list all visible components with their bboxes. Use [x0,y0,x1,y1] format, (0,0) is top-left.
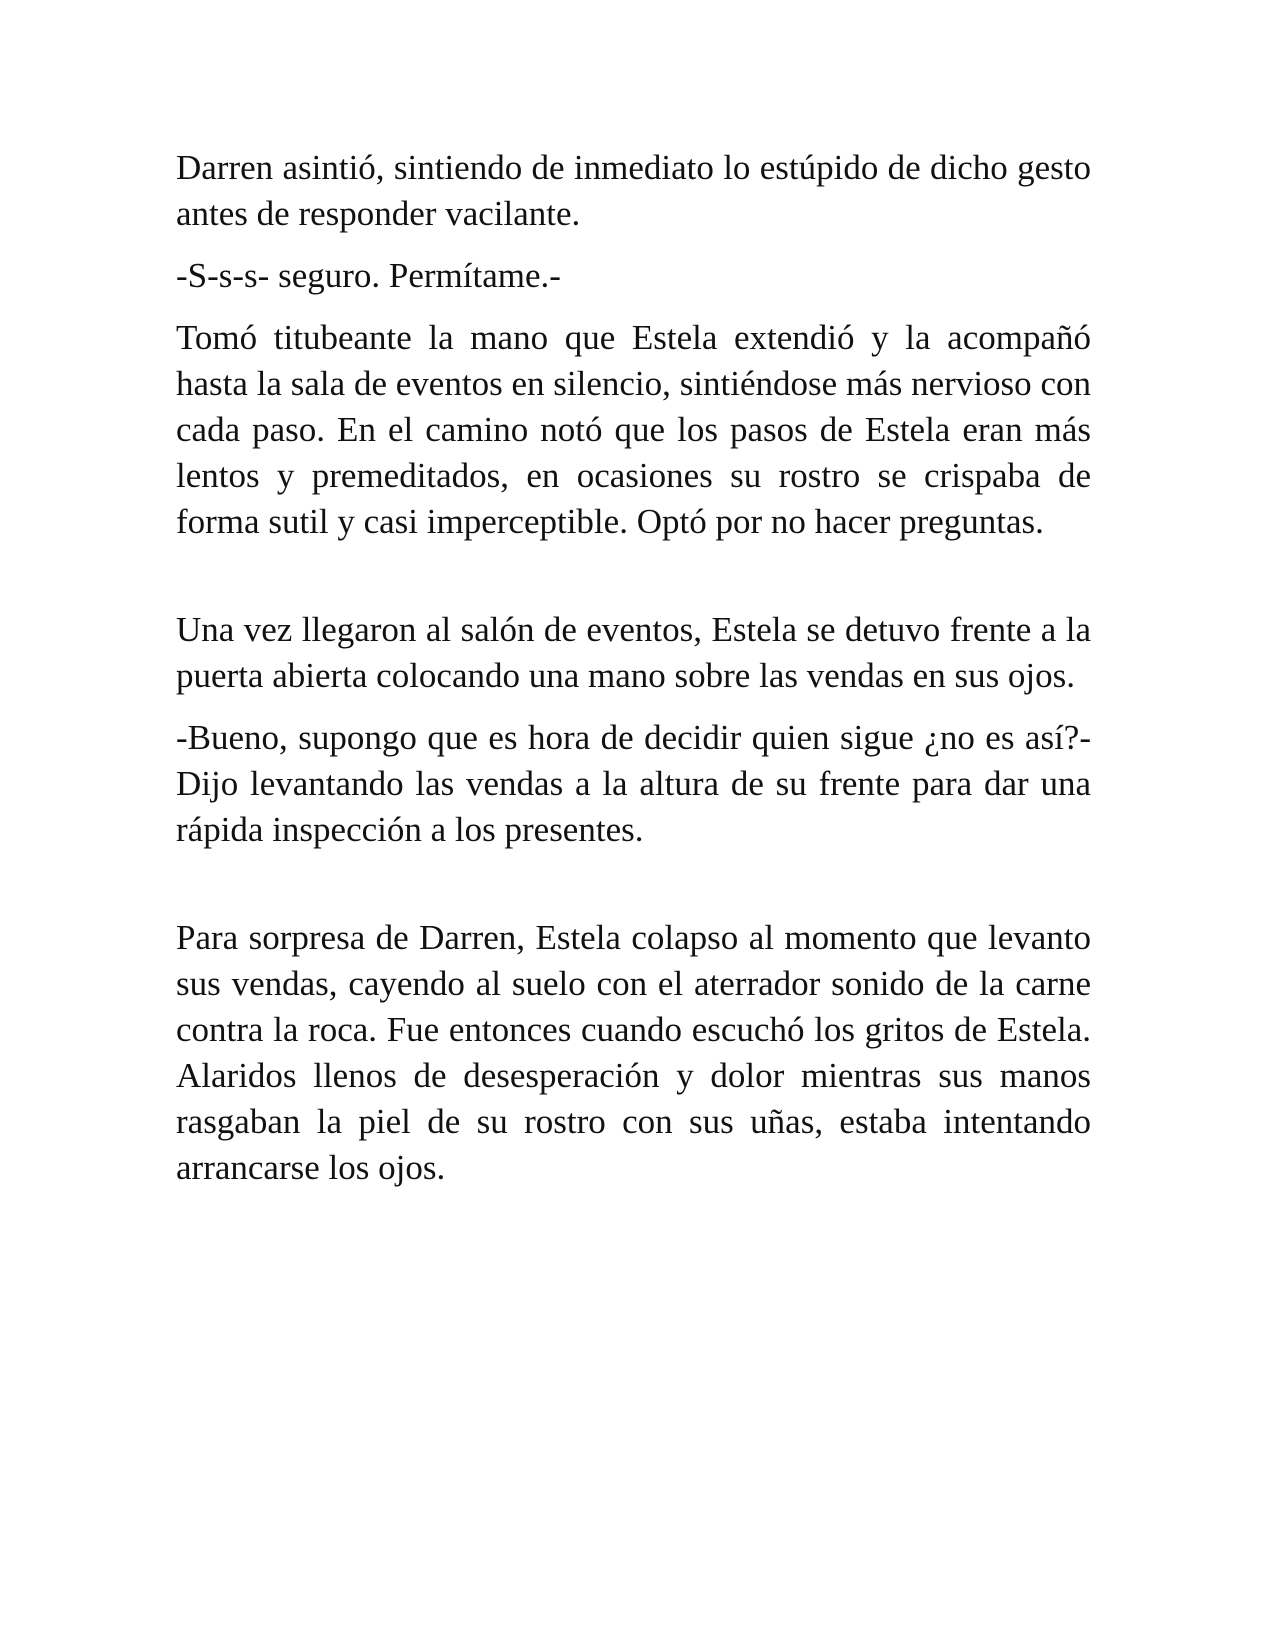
paragraph-6: Para sorpresa de Darren, Estela colapso al momento que levanto sus vendas, cayendo al suelo con el aterrador sonido de la carne contra la roca. Fue entonces cuando escuchó los gritos de Estela. Alaridos llenos de desesperación y dolor mientras sus manos rasgaban la piel de su rostro con sus uñas, estaba intentando arrancarse los ojos. [176,918,1091,1187]
paragraph-3: Tomó titubeante la mano que Estela extendió y la acompañó hasta la sala de eventos en silencio, sintiéndose más nervioso con cada paso. En el camino notó que los pasos de Estela eran más lentos y premeditados, en ocasiones su rostro se crispaba de forma sutil y casi imperceptible. Optó por no hacer preguntas. [176,318,1091,541]
body-text [176,145,1091,1207]
paragraph-5-dialogue: -Bueno, supongo que es hora de decidir quien sigue ¿no es así?- Dijo levantando las vendas a la altura de su frente para dar una rápida inspección a los presentes. [176,718,1091,849]
paragraph-1: Darren asintió, sintiendo de inmediato lo estúpido de dicho gesto antes de responder vacilante. [176,148,1091,233]
paragraph-2-dialogue: -S-s-s- seguro. Permítame.- [176,256,561,295]
paragraph-4: Una vez llegaron al salón de eventos, Estela se detuvo frente a la puerta abierta colocando una mano sobre las vendas en sus ojos. [176,610,1091,695]
